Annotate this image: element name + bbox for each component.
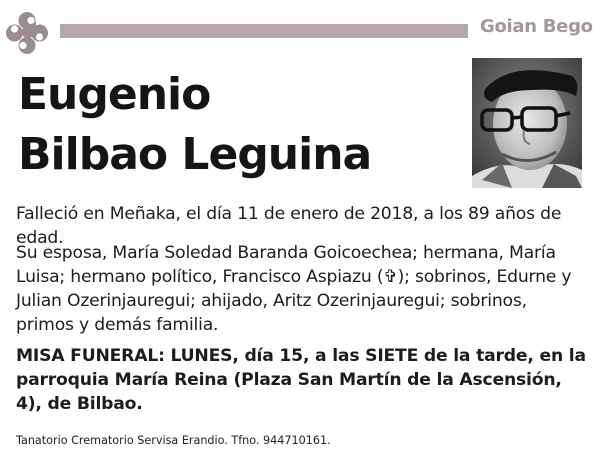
death-notice: Falleció en Meñaka, el día 11 de enero de 2018, a los 89 años de edad. bbox=[16, 204, 562, 248]
lauburu-icon bbox=[4, 10, 50, 56]
brand-name: Goian Bego bbox=[480, 16, 593, 37]
portrait-photo bbox=[472, 58, 582, 188]
funeral-info: MISA FUNERAL: LUNES, día 15, a las SIETE de la tarde, en la parroquia María Reina (Plaza San Martín de la Ascensión, 4), de Bilbao. bbox=[16, 346, 586, 414]
funeral-home-footer: Tanatorio Crematorio Servisa Erandio. Tfno. 944710161. bbox=[16, 434, 331, 447]
deceased-first-name: Eugenio bbox=[18, 69, 211, 120]
family-list: Su esposa, María Soledad Baranda Goicoechea; hermana, María Luisa; hermano político, Francisco Aspiazu (✞); sobrinos, Edurne y Julian Ozerinjauregui; ahijado, Aritz Ozerinjauregui; sobrinos, primos y demás familia. bbox=[16, 243, 572, 335]
header-bar bbox=[60, 24, 468, 38]
deceased-surnames: Bilbao Leguina bbox=[18, 129, 372, 180]
